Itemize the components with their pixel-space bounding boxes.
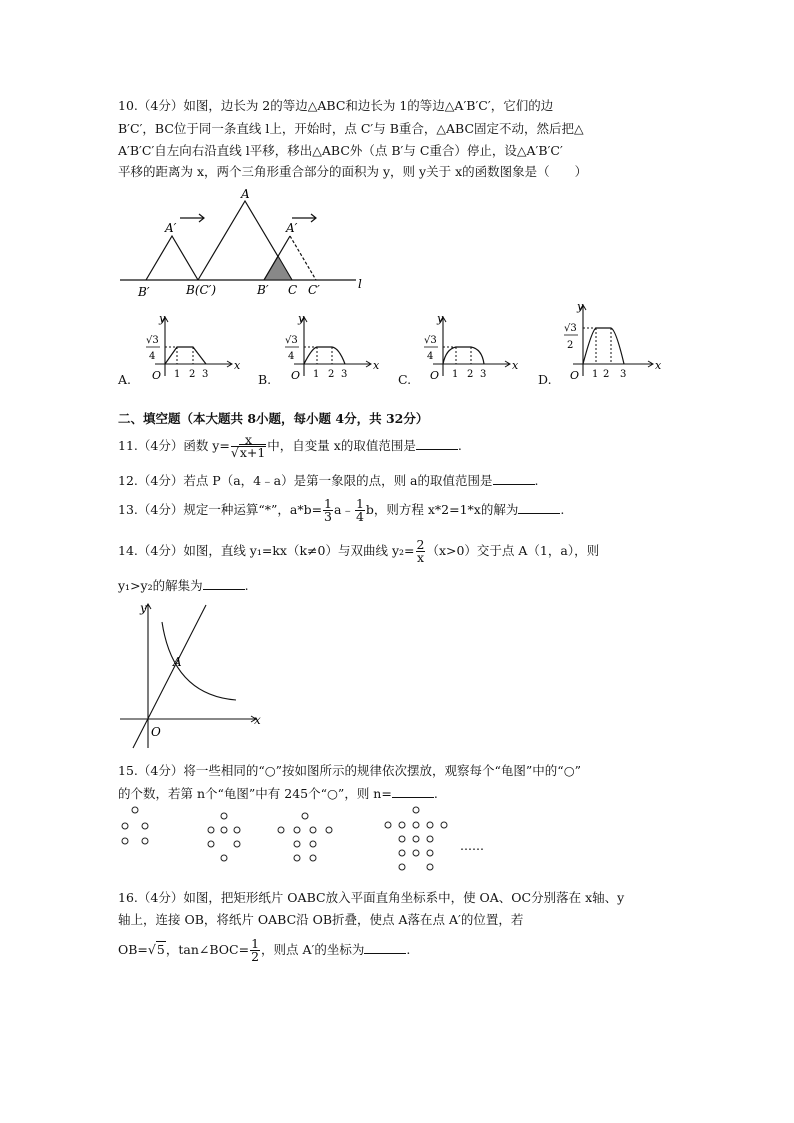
- q12: 12.（4分）若点 P（a，4﹣a）是第一象限的点，则 a的取值范围是 .: [118, 473, 539, 488]
- small-triangle-left: [146, 236, 198, 280]
- turtle-3: [278, 813, 332, 871]
- q11-answer-blank[interactable]: [416, 438, 458, 450]
- label-l: l: [358, 277, 362, 291]
- section-2-title: 二、填空题（本大题共 8小题，每小题 4分，共 32分）: [118, 411, 429, 426]
- turtle-4: [385, 807, 447, 870]
- q10-line3: A′B′C′自左向右沿直线 l平移，移出△ABC外（点 B′与 C重合）停止，设△A′B′C′: [118, 143, 563, 158]
- option-D-graph[interactable]: [558, 300, 663, 382]
- label-B-Cprime: B(C′): [186, 283, 217, 297]
- svg-text:3: 3: [341, 369, 348, 380]
- svg-text:y: y: [140, 601, 147, 615]
- svg-text:x: x: [254, 713, 261, 727]
- overlap-shaded: [264, 256, 292, 280]
- svg-text:3: 3: [480, 369, 487, 380]
- turtle-1: [122, 807, 148, 844]
- label-B-prime-left: B′: [138, 285, 150, 299]
- label-A: A: [241, 187, 250, 201]
- svg-text:2: 2: [328, 369, 335, 380]
- svg-text:√3: √3: [564, 323, 577, 334]
- label-A-prime-left: A′: [165, 221, 177, 235]
- q11: 11.（4分）函数 y= $\frac{x}{√x+1}$ 中，自变量 x的取值范围是 .: [118, 432, 462, 460]
- q10-line2: B′C′，BC位于同一条直线 l上，开始时，点 C′与 B重合，△ABC固定不动，然后把△: [118, 121, 584, 136]
- svg-text:O: O: [430, 369, 440, 382]
- q10-figure: [110, 188, 370, 298]
- svg-text:y: y: [437, 312, 444, 325]
- q10-line1: 10.（4分）如图，边长为 2的等边△ABC和边长为 1的等边△A′B′C′，它们的边: [118, 98, 554, 113]
- q12-answer-blank[interactable]: [493, 473, 535, 485]
- svg-text:1: 1: [592, 369, 599, 380]
- svg-text:x: x: [234, 359, 241, 372]
- svg-text:y: y: [577, 300, 584, 313]
- svg-text:O: O: [291, 369, 301, 382]
- q15-figure: [118, 806, 498, 870]
- option-C-graph[interactable]: [418, 312, 523, 382]
- svg-text:O: O: [152, 369, 162, 382]
- label-B-prime-right: B′: [257, 283, 269, 297]
- svg-text:√3: √3: [424, 335, 437, 346]
- label-A-prime-right: A′: [286, 221, 298, 235]
- dashed-edge: [290, 236, 316, 280]
- option-B-letter: B.: [258, 372, 272, 387]
- q15-line1: 15.（4分）将一些相同的“○”按如图所示的规律依次摆放，观察每个“龟图”中的“○”: [118, 763, 581, 778]
- svg-text:4: 4: [288, 351, 295, 362]
- q14-figure: [118, 600, 268, 752]
- q14-line2: y₁>y₂的解集为 .: [118, 578, 249, 593]
- option-C-letter: C.: [398, 372, 412, 387]
- line-y1: [133, 605, 206, 748]
- svg-text:√3: √3: [285, 335, 298, 346]
- svg-text:2: 2: [189, 369, 196, 380]
- q16-line3: OB=√5，tan∠BOC= $\frac{1}{2}$ ，则点 A′的坐标为 .: [118, 936, 411, 964]
- label-C-prime: C′: [308, 283, 320, 297]
- svg-text:x: x: [512, 359, 519, 372]
- label-C: C: [288, 283, 298, 297]
- svg-text:x: x: [655, 359, 662, 372]
- svg-text:y: y: [298, 312, 305, 325]
- svg-text:√3: √3: [146, 335, 159, 346]
- q14-line1: 14.（4分）如图，直线 y₁=kx（k≠0）与双曲线 y₂= $\frac{2}{x}$ （x>0）交于点 A（1，a），则: [118, 537, 600, 565]
- svg-text:2: 2: [467, 369, 474, 380]
- svg-text:x: x: [373, 359, 380, 372]
- q15-line2: 的个数，若第 n个“龟图”中有 245个“○”，则 n= .: [118, 786, 438, 801]
- svg-text:4: 4: [149, 351, 156, 362]
- svg-text:4: 4: [427, 351, 434, 362]
- svg-text:2: 2: [603, 369, 610, 380]
- svg-text:1: 1: [174, 369, 181, 380]
- svg-text:O: O: [151, 725, 161, 739]
- q14-answer-blank[interactable]: [203, 578, 245, 590]
- svg-text:O: O: [570, 369, 580, 382]
- q16-line1: 16.（4分）如图，把矩形纸片 OABC放入平面直角坐标系中，使 OA、OC分别落在 x轴、y: [118, 890, 625, 905]
- q15-answer-blank[interactable]: [392, 786, 434, 798]
- svg-text:1: 1: [452, 369, 459, 380]
- ellipsis: ……: [460, 839, 484, 853]
- svg-text:2: 2: [567, 340, 574, 351]
- q16-line2: 轴上，连接 OB，将纸片 OABC沿 OB折叠，使点 A落在点 A′的位置，若: [118, 912, 524, 927]
- turtle-2: [208, 813, 240, 861]
- q13-answer-blank[interactable]: [518, 502, 560, 514]
- option-B-graph[interactable]: [279, 312, 384, 382]
- svg-text:1: 1: [313, 369, 320, 380]
- option-A-letter: A.: [118, 372, 132, 387]
- q10-line4: 平移的距离为 x，两个三角形重合部分的面积为 y，则 y关于 x的函数图象是（ ）: [118, 164, 588, 179]
- option-A-graph[interactable]: [140, 312, 245, 382]
- q16-answer-blank[interactable]: [364, 942, 406, 954]
- svg-text:3: 3: [620, 369, 627, 380]
- q13: 13.（4分）规定一种运算“*”，a*b= $\frac{1}{3}$ a﹣ $\frac{1}{4}$ b，则方程 x*2=1*x的解为 .: [118, 496, 565, 524]
- svg-text:A: A: [173, 655, 182, 669]
- option-D-letter: D.: [538, 372, 552, 387]
- svg-text:y: y: [159, 312, 166, 325]
- svg-text:3: 3: [202, 369, 209, 380]
